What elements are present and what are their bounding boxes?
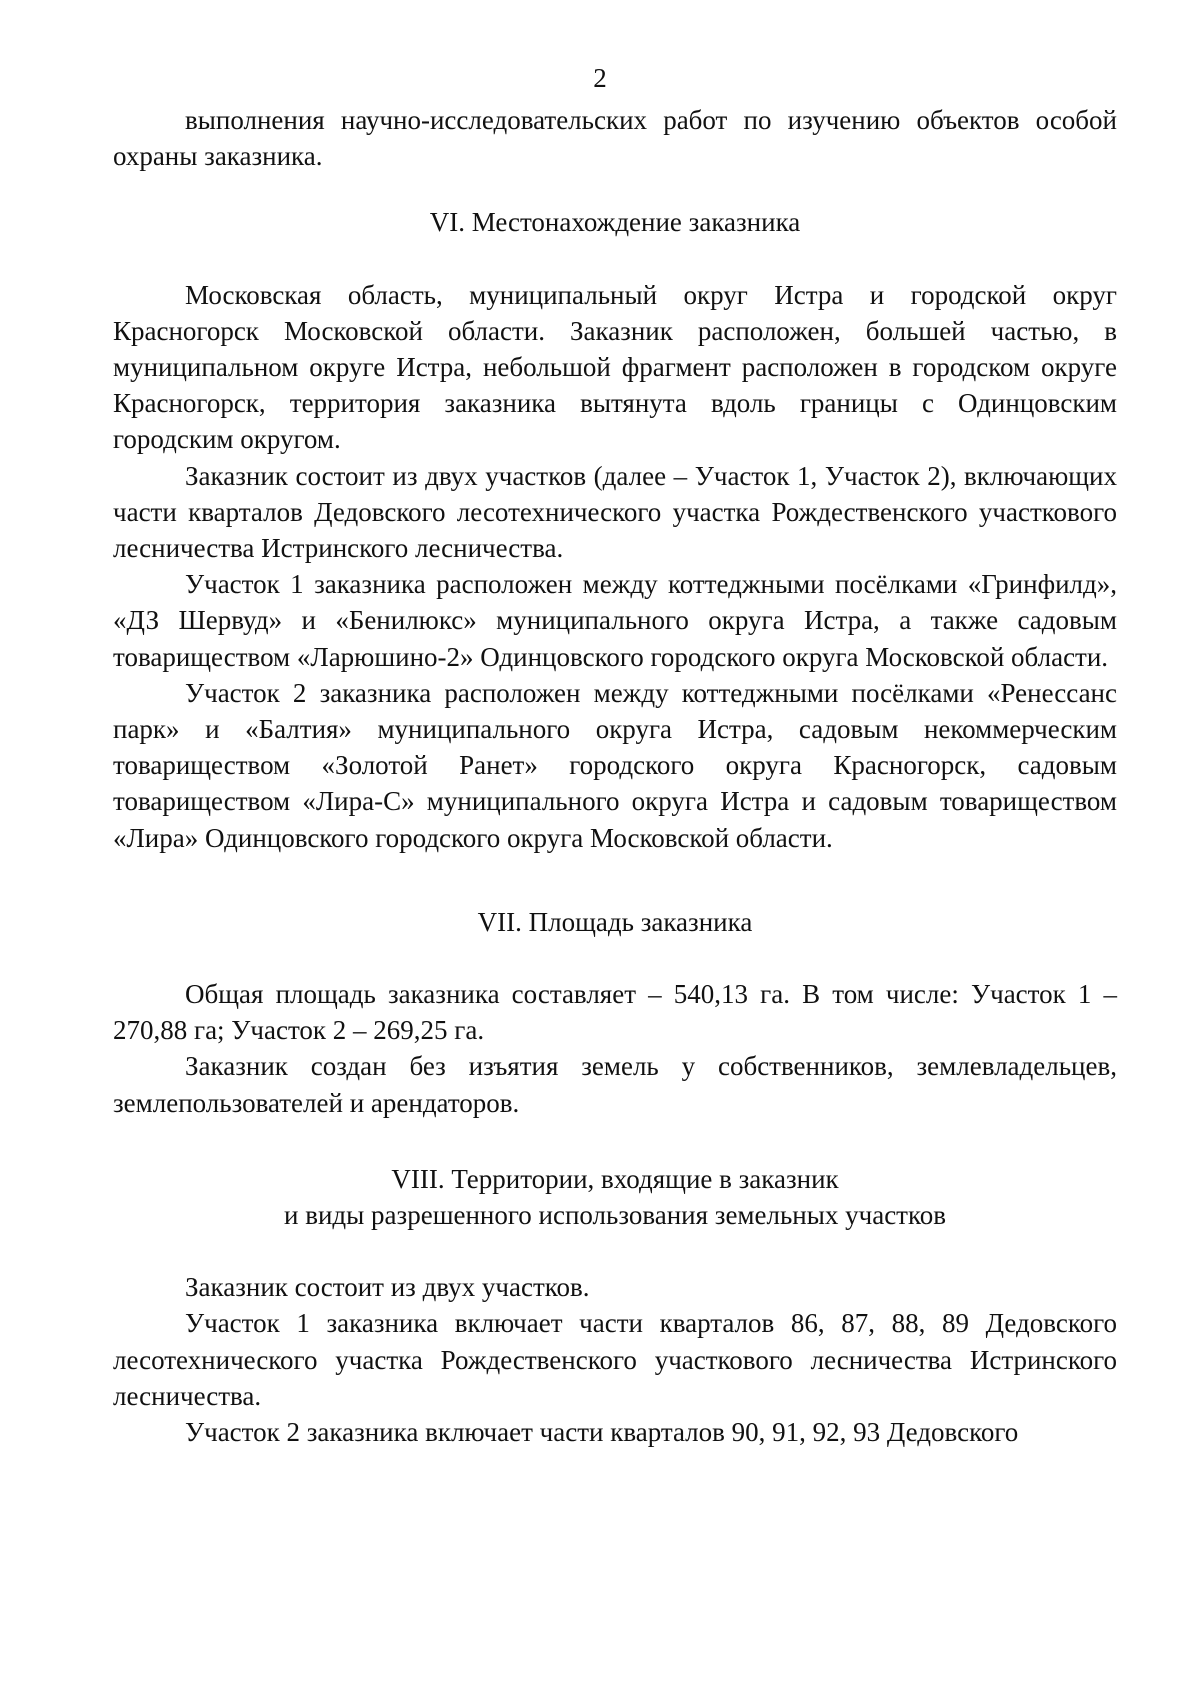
- section-6-paragraph: Московская область, муниципальный округ Истра и городской округ Красногорск Московской области. Заказник расположен, большей частью, в муниципальном округе Истра, небольшой фрагмент расположен в городском округе Красногорск, территория заказника вытянута вдоль границы с Одинцовским городским округом.: [113, 279, 1117, 455]
- section-8-paragraph: Участок 2 заказника включает части кварталов 90, 91, 92, 93 Дедовского: [185, 1417, 1019, 1448]
- section-7-heading: VII. Площадь заказника: [477, 906, 753, 937]
- section-6-paragraph: Участок 2 заказника расположен между коттеджными посёлками «Ренессанс парк» и «Балтия» муниципального округа Истра, садовым некоммерческим товариществом «Золотой Ранет» городского округа Красногорск, садовым товариществом «Лира-С» муниципального округа Истра и садовым товариществом «Лира» Одинцовского городского округа Московской области.: [113, 677, 1117, 853]
- section-6-paragraph: Заказник состоит из двух участков (далее – Участок 1, Участок 2), включающих части кварталов Дедовского лесотехнического участка Рождественского участкового лесничества Истринского лесничества.: [113, 460, 1117, 564]
- section-8-heading-line: и виды разрешенного использования земельных участков: [284, 1200, 946, 1231]
- intro-paragraph: выполнения научно-исследовательских работ по изучению объектов особой охраны заказника.: [113, 105, 1117, 172]
- section-6-heading: VI. Местонахождение заказника: [429, 207, 801, 238]
- document-body: [113, 102, 1117, 1450]
- section-8-paragraph: Участок 1 заказника включает части кварталов 86, 87, 88, 89 Дедовского лесотехнического участка Рождественского участкового лесничества Истринского лесничества.: [113, 1308, 1117, 1411]
- section-6-paragraph: Участок 1 заказника расположен между коттеджными посёлками «Гринфилд», «ДЗ Шервуд» и «Бенилюкс» муниципального округа Истра, а также садовым товариществом «Ларюшино-2» Одинцовского городского округа Московской области.: [113, 569, 1117, 672]
- section-8-heading-line: VIII. Территории, входящие в заказник: [391, 1163, 839, 1194]
- page-number: 2: [593, 63, 607, 93]
- section-7-paragraph: Общая площадь заказника составляет – 540,13 га. В том числе: Участок 1 – 270,88 га; Участок 2 – 269,25 га.: [113, 979, 1117, 1046]
- section-7-paragraph: Заказник создан без изъятия земель у собственников, землевладельцев, землепользователей и арендаторов.: [113, 1051, 1117, 1118]
- section-8-paragraph: Заказник состоит из двух участков.: [185, 1272, 590, 1303]
- section-8-heading: [113, 1161, 1117, 1233]
